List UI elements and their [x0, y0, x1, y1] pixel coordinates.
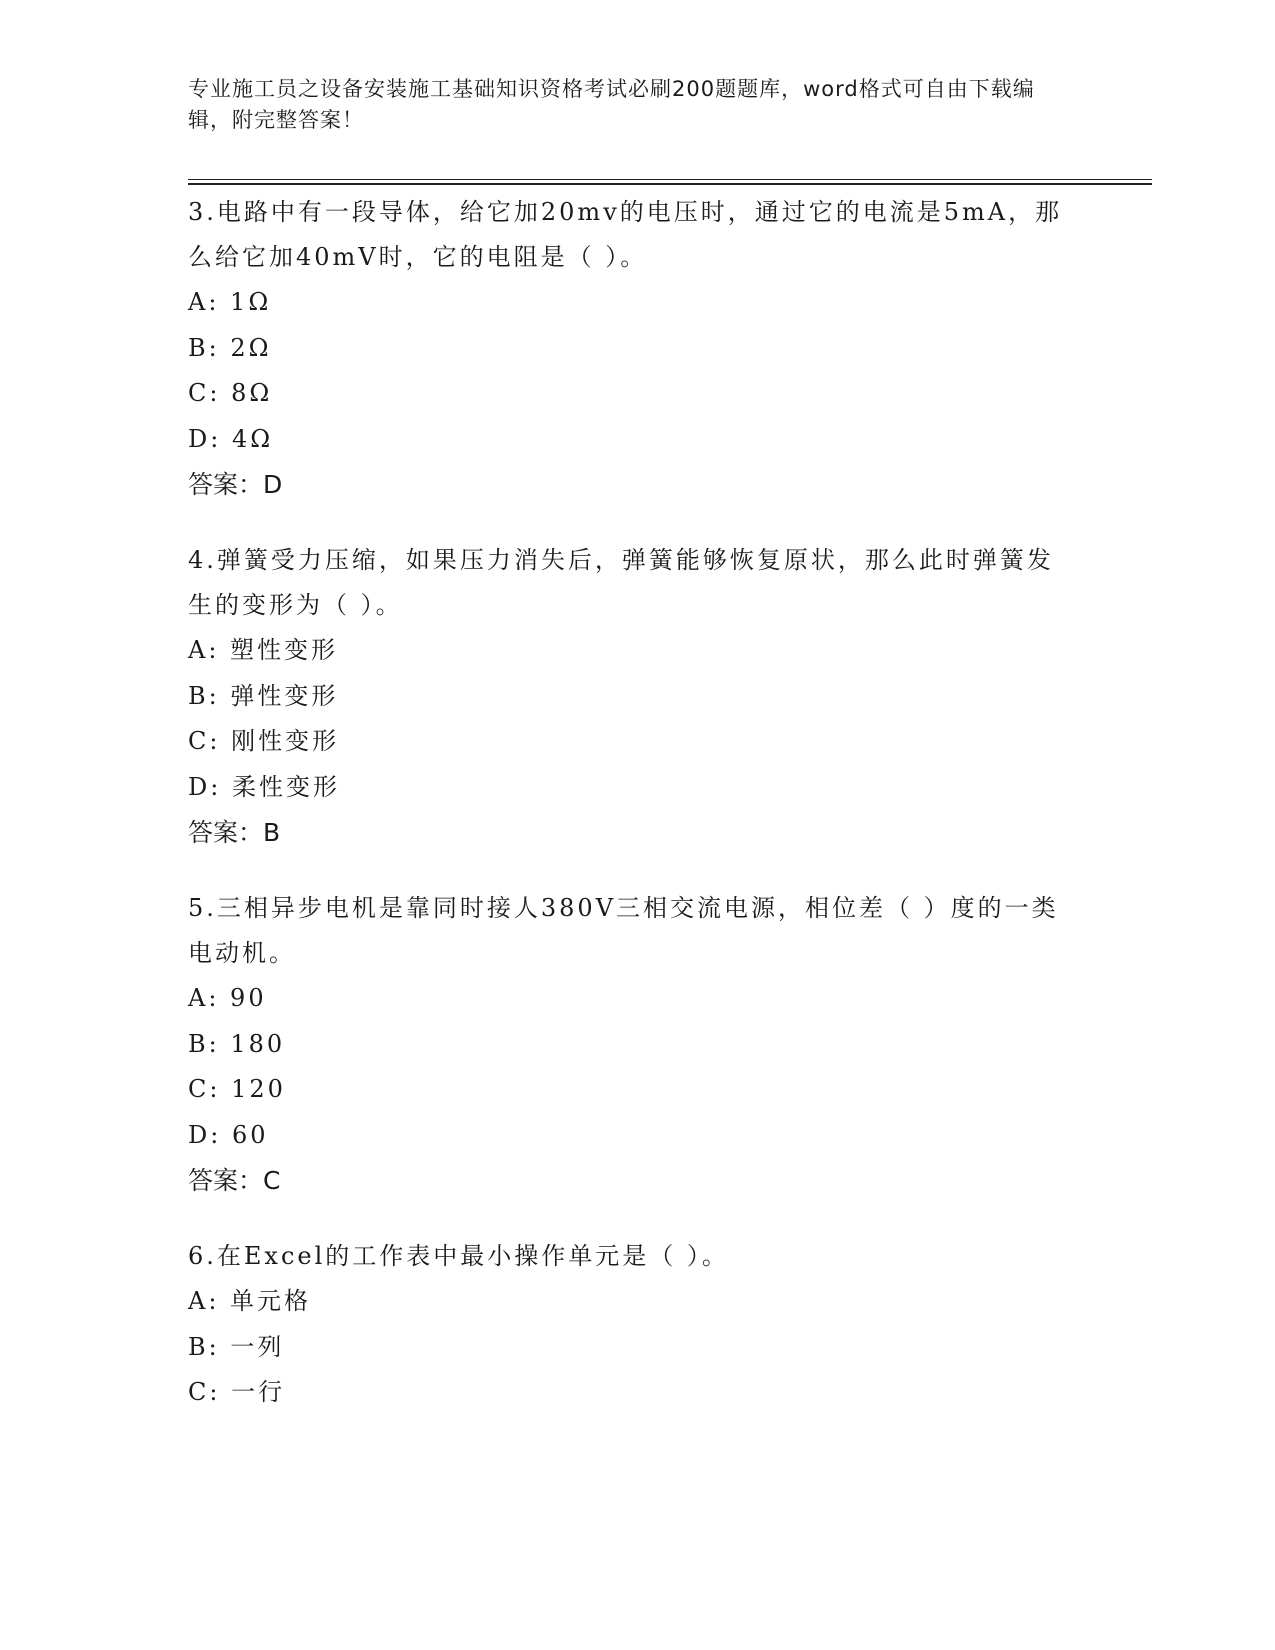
option-d: D: 柔性变形 — [188, 772, 340, 801]
question-stem: 4.弹簧受力压缩，如果压力消失后，弹簧能够恢复原状，那么此时弹簧发生的变形为（ ）。 — [188, 546, 1054, 619]
option-c: C: 刚性变形 — [188, 727, 340, 755]
option-a: A: 塑性变形 — [188, 636, 339, 664]
question-item — [188, 538, 1068, 856]
header-rule-thin — [188, 179, 1152, 180]
answer-line: 答案：B — [188, 818, 281, 847]
option-a: A: 单元格 — [188, 1287, 312, 1315]
document-header: 专业施工员之设备安装施工基础知识资格考试必刷200题题库，word格式可自由下载编辑，附完整答案！ — [188, 77, 1035, 132]
option-d: D: 4Ω — [188, 424, 274, 453]
option-a: A: 1Ω — [188, 288, 272, 316]
option-b: B: 弹性变形 — [188, 681, 339, 710]
option-c: C: 8Ω — [188, 379, 273, 407]
answer-line: 答案：D — [188, 470, 283, 499]
option-a: A: 90 — [188, 984, 267, 1012]
answer-line: 答案：C — [188, 1166, 281, 1195]
header-rule-thick — [188, 183, 1152, 185]
question-stem: 6.在Excel的工作表中最小操作单元是（ ）。 — [188, 1242, 729, 1270]
option-b: B: 2Ω — [188, 333, 272, 362]
option-b: B: 一列 — [188, 1332, 285, 1361]
question-item — [188, 1234, 1068, 1416]
question-item — [188, 190, 1068, 508]
question-stem: 5.三相异步电机是靠同时接人380V三相交流电源，相位差（ ）度的一类电动机。 — [188, 894, 1059, 967]
option-b: B: 180 — [188, 1029, 286, 1058]
option-d: D: 60 — [188, 1120, 269, 1149]
question-item — [188, 886, 1068, 1204]
option-c: C: 一行 — [188, 1378, 286, 1406]
question-list — [188, 190, 1068, 1446]
option-c: C: 120 — [188, 1075, 286, 1103]
question-stem: 3.电路中有一段导体，给它加20mv的电压时，通过它的电流是5mA，那么给它加40mV时，它的电阻是（ ）。 — [188, 198, 1063, 271]
